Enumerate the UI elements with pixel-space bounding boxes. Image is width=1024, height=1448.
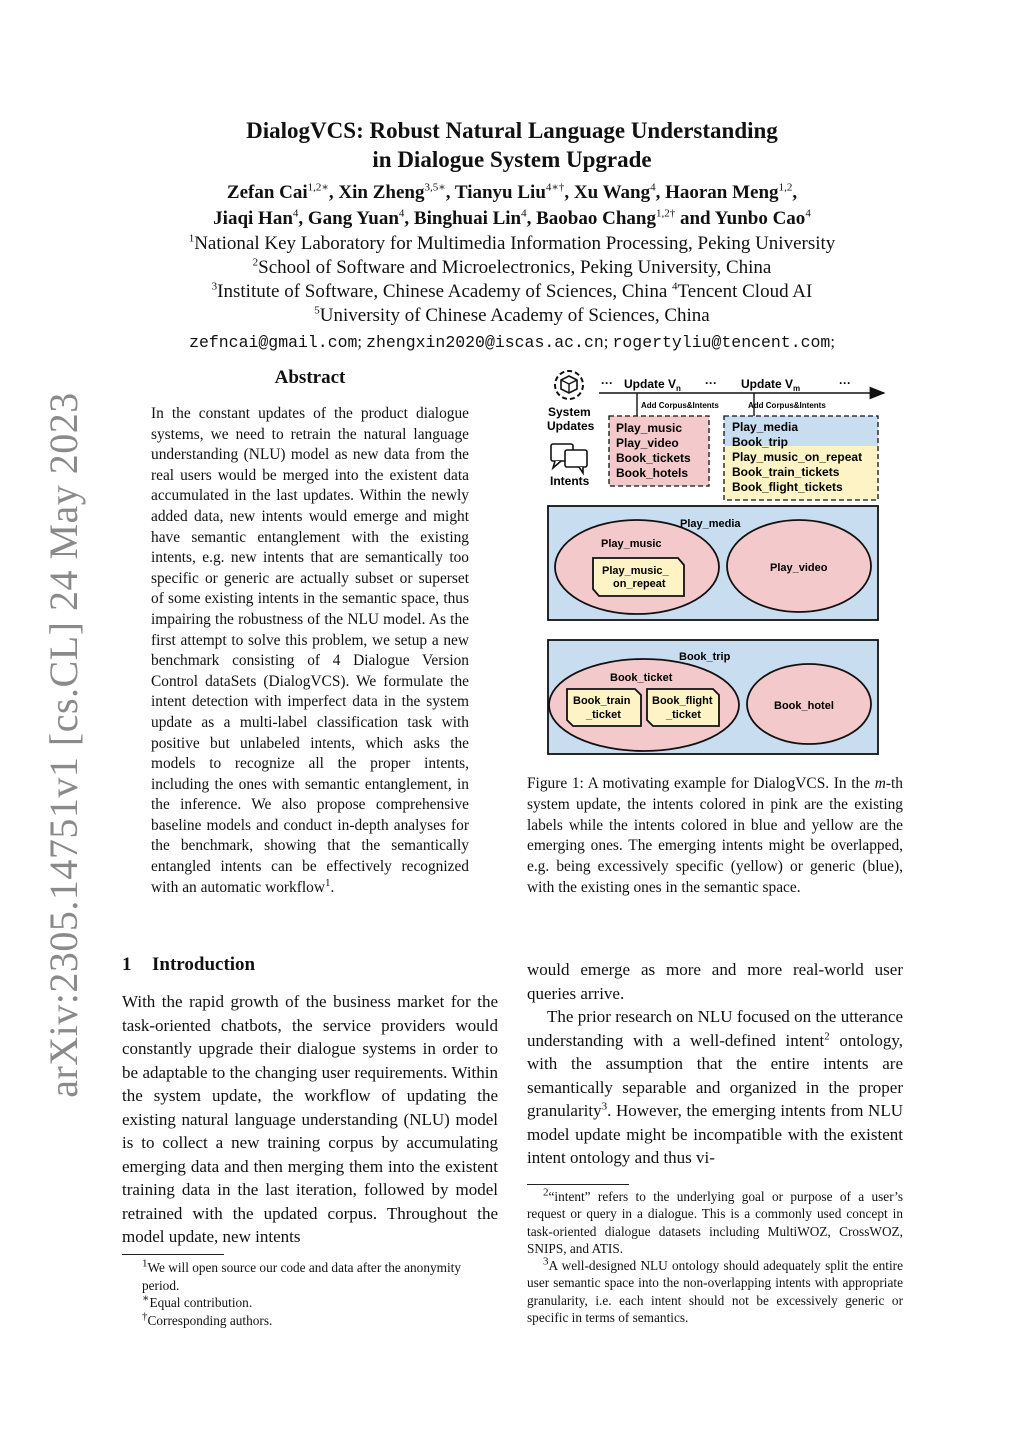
play-music-on-repeat-box (593, 558, 684, 596)
author-name: Zefan Cai (226, 182, 308, 203)
add-corpus-label-m: Add Corpus&Intents (748, 401, 826, 410)
footnote-1: $^1$We will open source our code and data after the anonymity period. (142, 1257, 462, 1293)
new-intent: Book_train_tickets (732, 465, 840, 479)
system-gear-icon (555, 371, 583, 399)
author-name: and Yunbo Cao (679, 208, 806, 229)
author-name: Binghuai Lin (413, 208, 522, 229)
footnote-divider (527, 1184, 629, 1185)
author-name: Haoran Meng (665, 182, 779, 203)
introduction-body: With the rapid growth of the business market for the task-oriented chatbots, the service providers would constantly upgrade their dialogue systems in order to be adaptable to the changing user requirements. Within the system update, the workflow of updating the existing natural language understanding (NLU) model is to collect a new training corpus by accumulating emerging data and then merging them into the existent training data in the last iteration, followed by model retrained with the updated corpus. Throughout the model update, new intents (122, 992, 498, 1246)
author-sup: 4 (805, 207, 811, 220)
author-sup: 1,2† (655, 207, 676, 220)
figure-diagram (527, 364, 907, 760)
system-label-line1: System (548, 405, 591, 419)
affiliation-2: $^2$School of Software and Microelectronics, Peking University, China (252, 256, 772, 278)
new-intent: Book_flight_tickets (732, 480, 843, 494)
author-name: Jiaqi Han (213, 208, 293, 229)
footnote-mark: 3 (601, 1100, 608, 1113)
book-flight-ticket-label: Book_flight (652, 695, 713, 707)
existing-intent: Book_hotels (616, 466, 689, 480)
existing-intent: Play_music (616, 421, 683, 435)
email-1: zefncai@gmail.com (189, 333, 358, 352)
book-trip-label: Book_trip (679, 651, 731, 663)
chat-bubbles-icon (551, 444, 587, 473)
author-name: Tianyu Liu (454, 182, 546, 203)
paragraph: The prior research on NLU focused on the utterance understanding with a well-defined intent$^2$ ontology, with the assumption that the entire intents are semantically separable and organized in the proper granularity$^3$. However, the emerging intents from NLU model update might be incompatible with the existent intent ontology and thus vi- (527, 1007, 903, 1167)
author-name: Xin Zheng (338, 182, 425, 203)
author-sup: 1,2 (778, 181, 793, 194)
footnotes-left (122, 1259, 498, 1329)
affiliation-1: $^1$National Key Laboratory for Multimedia Information Processing, Peking University (188, 232, 836, 254)
intents-label: Intents (550, 474, 590, 488)
play-music-label: Play_music (601, 538, 662, 550)
book-train-ticket-label: Book_train (573, 695, 631, 707)
system-label-line2: Updates (547, 419, 595, 433)
book-hotel-label: Book_hotel (774, 700, 834, 712)
affiliation-5: $^5$University of Chinese Academy of Sciences, China (314, 304, 710, 326)
section-heading-introduction: 1 Introduction (122, 954, 256, 975)
book-flight-ticket-label: _ticket (666, 709, 701, 721)
title-block (90, 116, 934, 355)
abstract-body: In the constant updates of the product dialogue systems, we need to retrain the natural language understanding (NLU) model as new data from the real users would be merged into the existent data accumulated in the last updates. Within the newly added data, new intents would emerge and might have semantic entanglement with the existing intents, e.g. new intents that are semantically too specific or generic are actually subset or superset of some existing intents in the semantic space, thus impairing the robustness of the NLU model. As the first attempt to solve this problem, we setup a new benchmark consisting of 4 Dialogue Version Control dataSets (DialogVCS). We formulate the intent detection with imperfect data in the system update as a multi-label classification task with positive but unlabeled intents, which asks the models to recognize all the proper intents, including the ones with semantic entanglement, in the inference. We also propose comprehensive baseline models and conduct in-depth analyses for the benchmark, showing that the semantically entangled intents can be effectively recognized with an automatic workflow$^1$. (151, 405, 469, 896)
author-sup: 4 (292, 207, 299, 220)
author-sup: 4 (398, 207, 405, 220)
figure-1 (527, 364, 907, 760)
footnote-2: $^2$“intent” refers to the underlying goal or purpose of a user’s request or query in a dialogue. This is a commonly used concept in task-oriented dialogue datasets including MultiWOZ, CrossWOZ, SNIPS, and ATIS. (527, 1186, 903, 1256)
book-ticket-label: Book_ticket (610, 672, 673, 684)
existing-intent: Book_tickets (616, 451, 691, 465)
play-media-label: Play_media (680, 518, 741, 530)
timeline-dots: ··· (705, 376, 717, 390)
author-list (90, 180, 934, 232)
paper-title-line-2: in Dialogue System Upgrade (372, 147, 652, 172)
new-intent: Book_trip (732, 435, 789, 449)
play-video-label: Play_video (770, 562, 828, 574)
timeline-dots: ··· (601, 376, 613, 390)
book-train-ticket-label: _ticket (586, 709, 621, 721)
author-sup: 1,2∗ (307, 181, 329, 194)
right-column-body (527, 958, 903, 1170)
author-sup: 4 (650, 181, 656, 194)
paragraph: would emerge as more and more real-world user queries arrive. (527, 960, 903, 1003)
author-sup: 3,5∗ (424, 181, 446, 194)
footnote-divider (122, 1254, 224, 1255)
author-line-2: Jiaqi Han$^4$, Gang Yuan$^4$, Binghuai Lin$^4$, Baobao Chang$^{1,2\dagger}$ and Yunbo Cao$^4$ (213, 207, 811, 229)
email-2: zhengxin2020@iscas.ac.cn (366, 333, 604, 352)
new-intent: Play_media (732, 420, 799, 434)
timeline-dots: ··· (839, 376, 851, 390)
update-m-label: Update $V_m$ (741, 377, 801, 393)
paper-title-line-1: DialogVCS: Robust Natural Language Understanding (246, 118, 778, 143)
figure-caption: Figure 1: A motivating example for DialogVCS. In the m-th system update, the intents colored in pink are the existing labels while the intents colored in blue and yellow are the emerging ones. The emerging intents might be overlapped, e.g. being excessively specific (yellow) or generic (blue), with the existing ones in the semantic space. (527, 775, 903, 896)
arxiv-stamp: arXiv:2305.14751v1 [cs.CL] 24 May 2023 (41, 392, 86, 1098)
existing-intent: Play_video (616, 436, 679, 450)
email-list: zefncai@gmail.com; zhengxin2020@iscas.ac.cn; rogertyliu@tencent.com; (189, 332, 835, 352)
footnote-equal: ∗Equal contribution. (142, 1292, 253, 1310)
abstract-heading: Abstract (274, 367, 346, 388)
author-name: Xu Wang (573, 182, 651, 203)
footnote-mark: 1 (324, 876, 331, 889)
new-intent: Play_music_on_repeat (732, 450, 863, 464)
footnote-3: $^3$A well-designed NLU ontology should adequately split the entire user semantic space into the non-overlapping intents with appropriate granularity, i.e. each intent should not be excessively generic or specific in terms of semantics. (527, 1255, 903, 1326)
add-corpus-label-n: Add Corpus&Intents (641, 401, 719, 410)
author-sup: 4∗† (545, 181, 565, 194)
email-3: rogertyliu@tencent.com (612, 333, 831, 352)
footnotes-right (527, 1188, 903, 1326)
affiliation-3-4: $^3$Institute of Software, Chinese Academy of Sciences, China $^4$Tencent Cloud AI (211, 280, 813, 302)
author-line-1: Zefan Cai$^{1,2∗}$, Xin Zheng$^{3,5∗}$, Tianyu Liu$^{4∗\dagger}$, Xu Wang$^4$, Haoran Meng$^{1,2}$, (226, 181, 798, 203)
author-name: Gang Yuan (307, 208, 399, 229)
footnote-mark: 2 (824, 1029, 830, 1042)
play-music-on-repeat-label: on_repeat (613, 578, 666, 590)
footnote-corresponding: †Corresponding authors. (142, 1310, 273, 1328)
author-sup: 4 (521, 207, 527, 220)
update-n-label: Update $V_n$ (624, 377, 681, 393)
play-music-on-repeat-label: Play_music_ (602, 565, 669, 577)
author-name: Baobao Chang (536, 208, 656, 229)
